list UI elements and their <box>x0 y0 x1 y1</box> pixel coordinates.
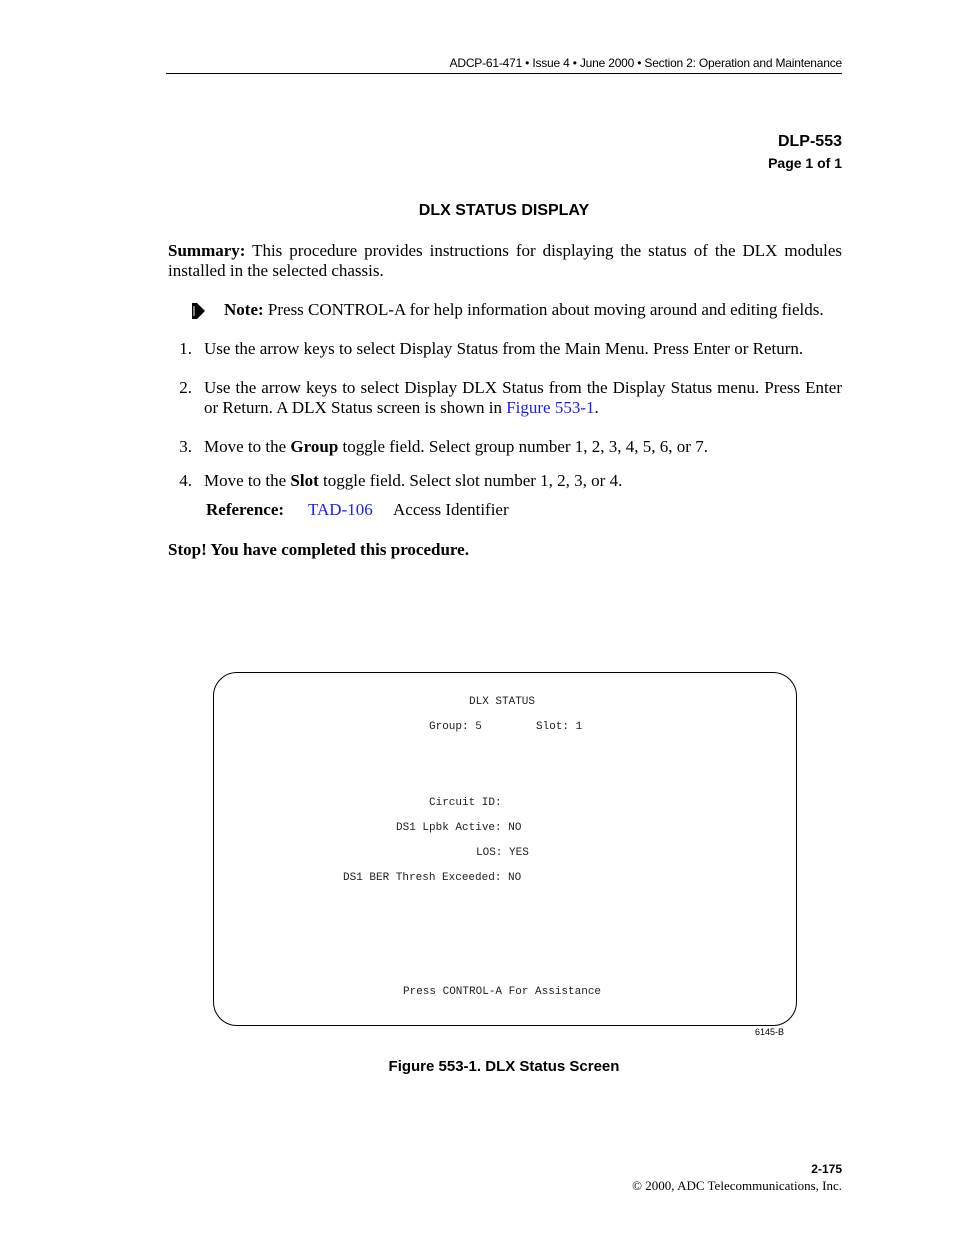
screen-footer: Press CONTROL-A For Assistance <box>403 986 602 998</box>
page-number: 2-175 <box>811 1162 842 1176</box>
figure-caption: Figure 553-1. DLX Status Screen <box>388 1058 620 1075</box>
step-number: 1. <box>179 339 192 358</box>
screen-circuit-id: Circuit ID: <box>429 797 502 809</box>
field-name-slot: Slot <box>290 471 319 490</box>
step-text: Use the arrow keys to select Display Status from the Main Menu. Press Enter or Return. <box>204 339 804 358</box>
screen-los: LOS: YES <box>476 847 529 859</box>
step-text <box>204 378 842 418</box>
header-rule <box>166 73 842 74</box>
summary-paragraph <box>168 241 842 281</box>
page-indicator: Page 1 of 1 <box>768 155 842 171</box>
figure-link[interactable]: Figure 553-1 <box>506 398 595 417</box>
step-text-part: Move to the <box>204 471 291 490</box>
page-title: DLX STATUS DISPLAY <box>418 202 590 219</box>
screen-ds1-lpbk: DS1 Lpbk Active: NO <box>396 822 522 834</box>
reference-link[interactable]: TAD-106 <box>308 500 373 519</box>
step-text <box>204 437 842 457</box>
note-label: Note: <box>224 300 264 319</box>
running-header: ADCP-61-471 • Issue 4 • June 2000 • Section 2: Operation and Maintenance <box>449 56 842 70</box>
step-text-part: toggle field. Select slot number 1, 2, 3, or 4. <box>318 471 623 490</box>
step-text-part: Use the arrow keys to select Display DLX Status from the Display Status menu. Press Enter or Return. A DLX Status screen is shown in <box>204 378 842 417</box>
screen-slot-field: Slot: 1 <box>536 721 583 733</box>
step-number: 2. <box>179 378 192 397</box>
screen-title: DLX STATUS <box>469 696 536 708</box>
reference-label: Reference: <box>206 500 285 519</box>
screen-group-field: Group: 5 <box>429 721 482 733</box>
note-paragraph <box>224 300 844 320</box>
step-number: 3. <box>179 437 192 456</box>
step-text <box>204 471 842 491</box>
note-text: Press CONTROL-A for help information about moving around and editing fields. <box>263 300 824 319</box>
step-text-part: . <box>594 398 599 417</box>
figure-id: 6145-B <box>754 1027 784 1037</box>
dlp-id: DLP-553 <box>777 133 842 150</box>
step-number: 4. <box>179 471 192 490</box>
step-text-part: Move to the <box>204 437 291 456</box>
screen-ber: DS1 BER Thresh Exceeded: NO <box>343 872 522 884</box>
summary-label: Summary: <box>168 241 246 260</box>
copyright: © 2000, ADC Telecommunications, Inc. <box>632 1178 842 1193</box>
field-name-group: Group <box>290 437 339 456</box>
reference-description: Access Identifier <box>393 500 509 519</box>
stop-notice: Stop! You have completed this procedure. <box>168 540 469 559</box>
step-text-part: toggle field. Select group number 1, 2, 3, 4, 5, 6, or 7. <box>338 437 708 456</box>
summary-text: This procedure provides instructions for displaying the status of the DLX modules installed in the selected chassis. <box>168 241 842 280</box>
pointing-hand-icon <box>190 302 206 320</box>
